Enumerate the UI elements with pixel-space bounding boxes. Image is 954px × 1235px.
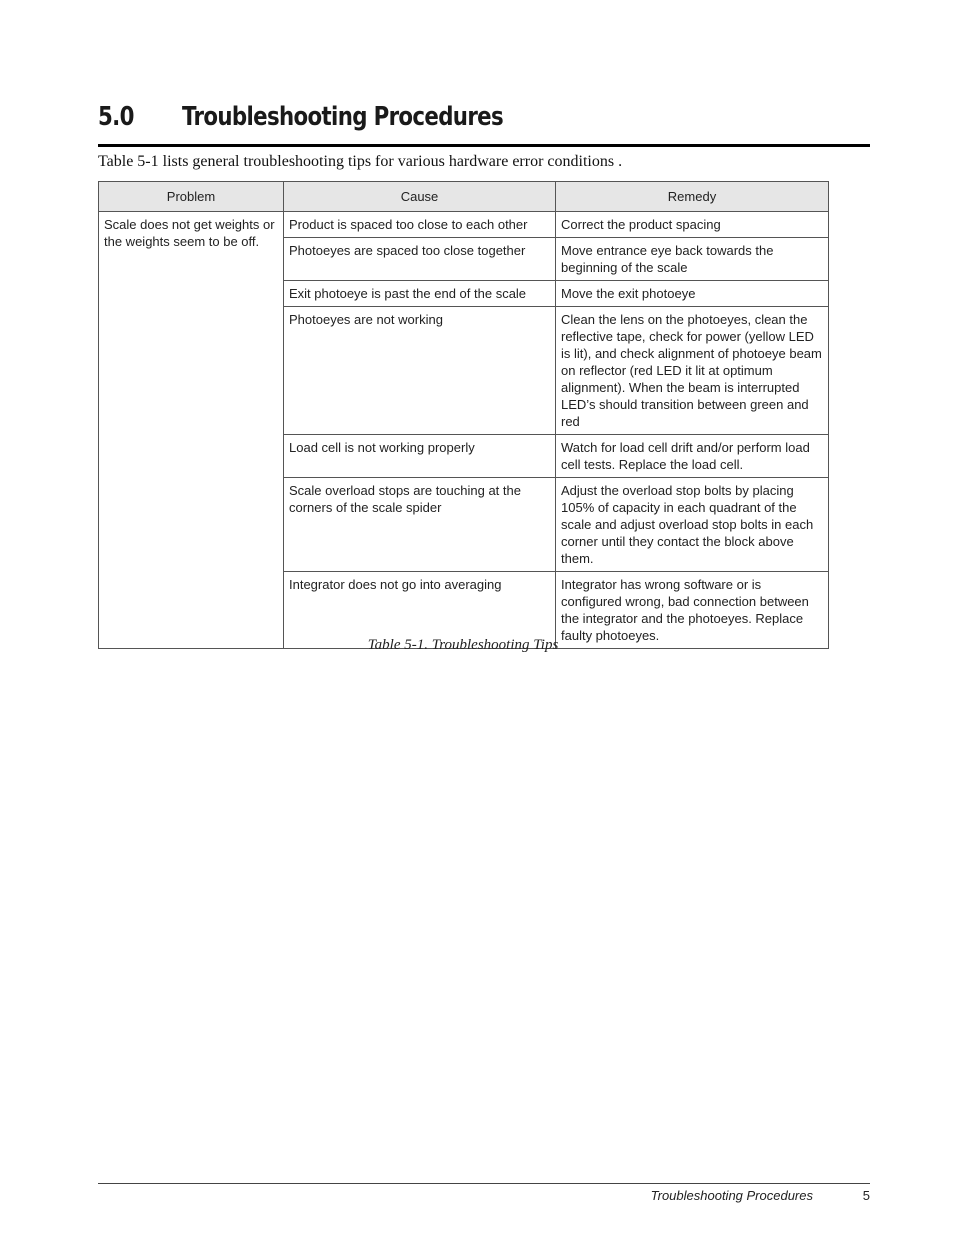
cause-cell: Integrator does not go into averaging xyxy=(284,572,556,649)
remedy-cell: Correct the product spacing xyxy=(556,212,829,238)
remedy-cell: Clean the lens on the photoeyes, clean the reflective tape, check for power (yellow LED is lit), and check alignment of photoeye beam on reflector (red LED it lit at optimum alignment). When the beam is interrupted LED’s should transition between green and red xyxy=(556,307,829,435)
remedy-cell: Adjust the overload stop bolts by placing 105% of capacity in each quadrant of the scale and adjust overload stop bolts in each corner until they contact the block above them. xyxy=(556,478,829,572)
page-number: 5 xyxy=(862,1188,870,1203)
header-remedy: Remedy xyxy=(556,182,829,212)
section-heading xyxy=(98,100,870,147)
section-number: 5.0 xyxy=(98,102,134,132)
intro-paragraph: Table 5-1 lists general troubleshooting tips for various hardware error conditions . xyxy=(98,153,623,170)
table-caption: Table 5-1. Troubleshooting Tips xyxy=(367,637,559,653)
remedy-cell: Integrator has wrong software or is configured wrong, bad connection between the integrator and the photoeyes. Replace faulty photoeyes. xyxy=(556,572,829,649)
cause-cell: Load cell is not working properly xyxy=(284,435,556,478)
table-header-row xyxy=(99,182,829,212)
cause-cell: Product is spaced too close to each other xyxy=(284,212,556,238)
header-problem: Problem xyxy=(99,182,284,212)
cause-cell: Exit photoeye is past the end of the scale xyxy=(284,281,556,307)
cause-cell: Photoeyes are spaced too close together xyxy=(284,238,556,281)
troubleshooting-table xyxy=(98,181,829,649)
cause-cell: Photoeyes are not working xyxy=(284,307,556,435)
header-cause: Cause xyxy=(284,182,556,212)
remedy-cell: Watch for load cell drift and/or perform load cell tests. Replace the load cell. xyxy=(556,435,829,478)
remedy-cell: Move the exit photoeye xyxy=(556,281,829,307)
cause-cell: Scale overload stops are touching at the corners of the scale spider xyxy=(284,478,556,572)
table-row xyxy=(99,212,829,238)
footer-rule xyxy=(98,1183,870,1184)
remedy-cell: Move entrance eye back towards the beginning of the scale xyxy=(556,238,829,281)
footer-title: Troubleshooting Procedures xyxy=(650,1188,813,1203)
section-title: Troubleshooting Procedures xyxy=(182,102,504,132)
problem-cell: Scale does not get weights or the weights seem to be off. xyxy=(99,212,284,649)
